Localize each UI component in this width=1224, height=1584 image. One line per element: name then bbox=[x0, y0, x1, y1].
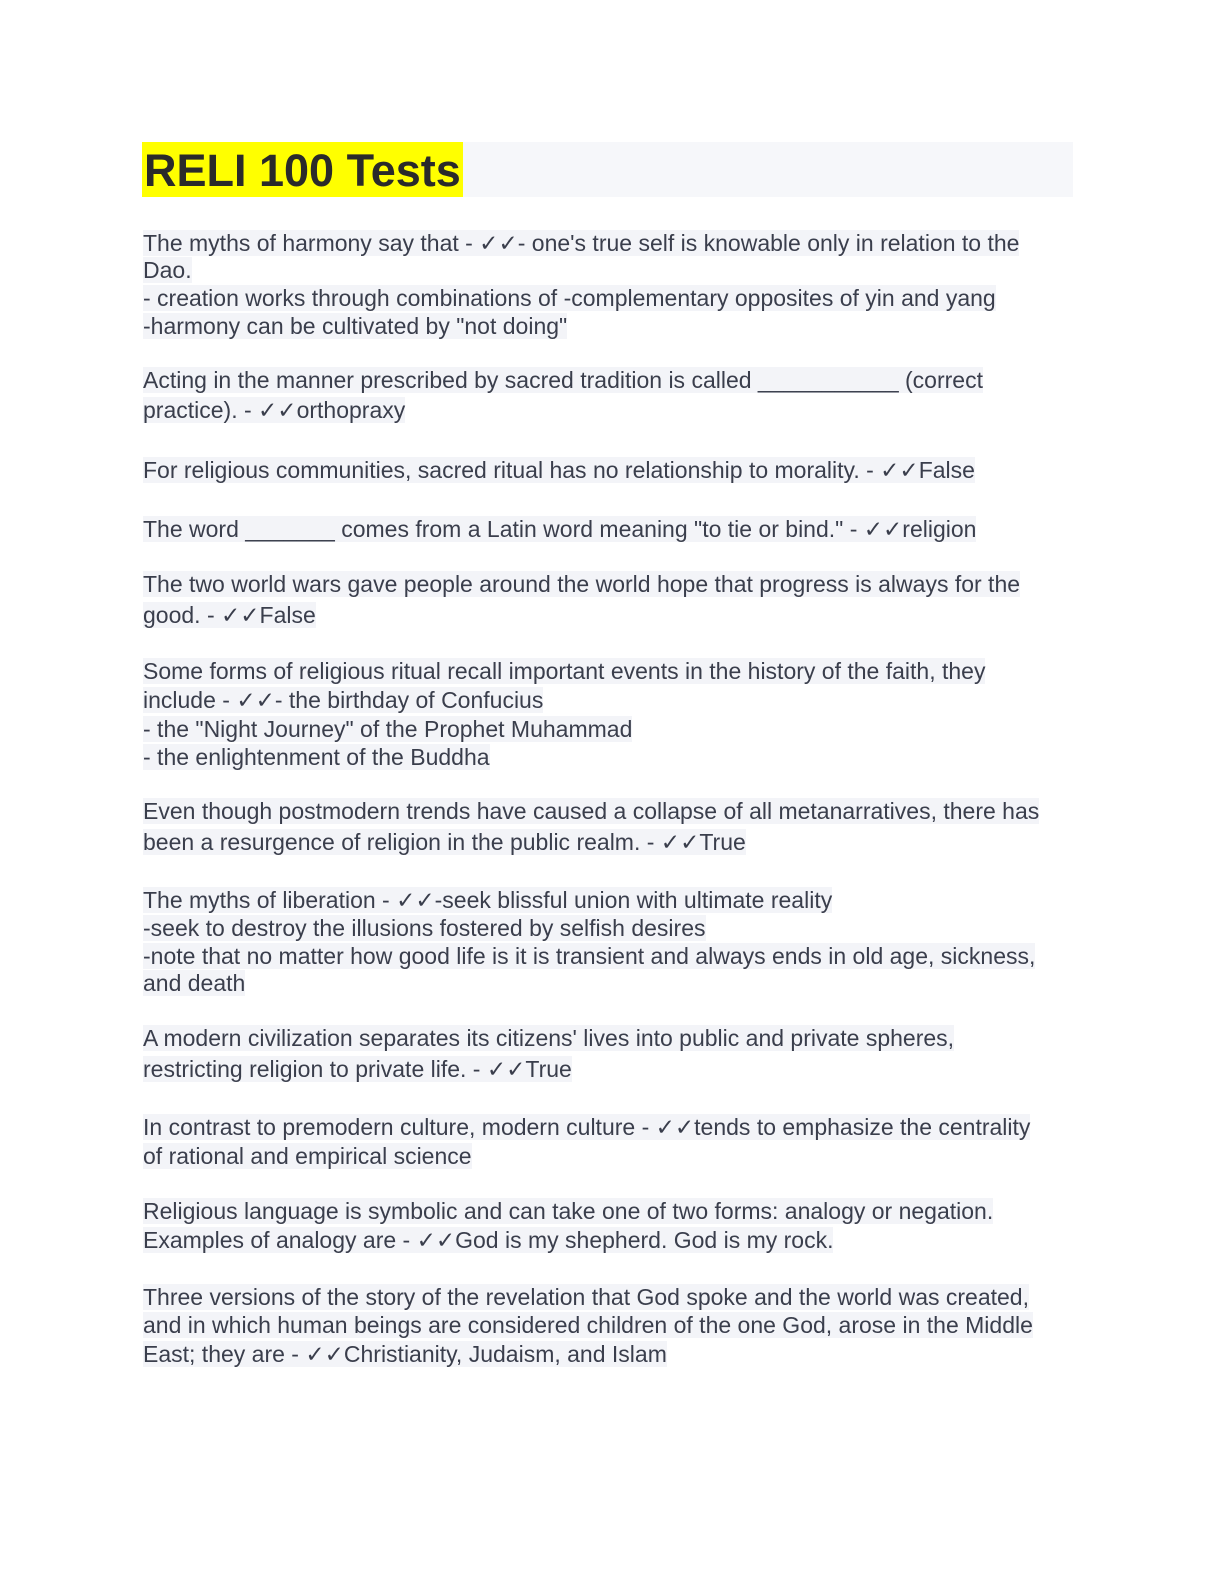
qa-line: Even though postmodern trends have caused a collapse of all metanarratives, there has bbox=[143, 798, 1040, 824]
qa-line: Some forms of religious ritual recall important events in the history of the faith, they bbox=[143, 658, 986, 684]
qa-line: -note that no matter how good life is it is transient and always ends in old age, sickness, bbox=[143, 943, 1036, 969]
qa-line: Religious language is symbolic and can take one of two forms: analogy or negation. bbox=[143, 1198, 994, 1224]
qa-item bbox=[143, 514, 976, 544]
qa-line: Three versions of the story of the revelation that God spoke and the world was created, bbox=[143, 1284, 1029, 1310]
qa-line: of rational and empirical science bbox=[143, 1143, 472, 1169]
qa-line: restricting religion to private life. - ✓✓True bbox=[143, 1056, 572, 1082]
qa-line: The two world wars gave people around the world hope that progress is always for the bbox=[143, 571, 1021, 597]
qa-line: Acting in the manner prescribed by sacred tradition is called ___________ (correct bbox=[143, 367, 983, 393]
qa-item bbox=[143, 1197, 993, 1255]
qa-item bbox=[143, 569, 1020, 631]
qa-line: -harmony can be cultivated by "not doing" bbox=[143, 313, 568, 339]
qa-line: The myths of liberation - ✓✓-seek blissful union with ultimate reality bbox=[143, 887, 833, 913]
qa-line: Dao. bbox=[143, 257, 192, 283]
qa-line: East; they are - ✓✓Christianity, Judaism, and Islam bbox=[143, 1341, 667, 1367]
qa-item bbox=[143, 365, 983, 425]
qa-item bbox=[143, 229, 1019, 340]
qa-line: The word _______ comes from a Latin word meaning "to tie or bind." - ✓✓religion bbox=[143, 516, 977, 542]
qa-line: In contrast to premodern culture, modern culture - ✓✓tends to emphasize the centrality bbox=[143, 1114, 1031, 1140]
qa-line: include - ✓✓- the birthday of Confucius bbox=[143, 687, 544, 713]
qa-item bbox=[143, 656, 985, 771]
qa-line: - creation works through combinations of -complementary opposites of yin and yang bbox=[143, 285, 996, 311]
qa-line: and death bbox=[143, 970, 246, 996]
qa-line: For religious communities, sacred ritual has no relationship to morality. - ✓✓False bbox=[143, 457, 975, 483]
qa-item bbox=[143, 1283, 1033, 1370]
qa-line: - the "Night Journey" of the Prophet Muhammad bbox=[143, 716, 633, 742]
qa-item bbox=[143, 886, 1035, 997]
qa-line: practice). - ✓✓orthopraxy bbox=[143, 397, 406, 423]
qa-line: and in which human beings are considered children of the one God, arose in the Middle bbox=[143, 1312, 1033, 1338]
document-title: RELI 100 Tests bbox=[142, 142, 463, 197]
qa-item bbox=[143, 796, 1039, 858]
qa-item bbox=[143, 455, 975, 485]
title-band bbox=[142, 142, 1073, 197]
qa-line: been a resurgence of religion in the public realm. - ✓✓True bbox=[143, 829, 746, 855]
qa-item bbox=[143, 1023, 954, 1085]
qa-line: A modern civilization separates its citizens' lives into public and private spheres, bbox=[143, 1025, 955, 1051]
qa-line: good. - ✓✓False bbox=[143, 602, 316, 628]
qa-line: Examples of analogy are - ✓✓God is my shepherd. God is my rock. bbox=[143, 1227, 834, 1253]
qa-item bbox=[143, 1113, 1030, 1170]
qa-line: - the enlightenment of the Buddha bbox=[143, 744, 490, 770]
qa-line: -seek to destroy the illusions fostered by selfish desires bbox=[143, 915, 706, 941]
qa-line: The myths of harmony say that - ✓✓- one's true self is knowable only in relation to the bbox=[143, 230, 1020, 256]
